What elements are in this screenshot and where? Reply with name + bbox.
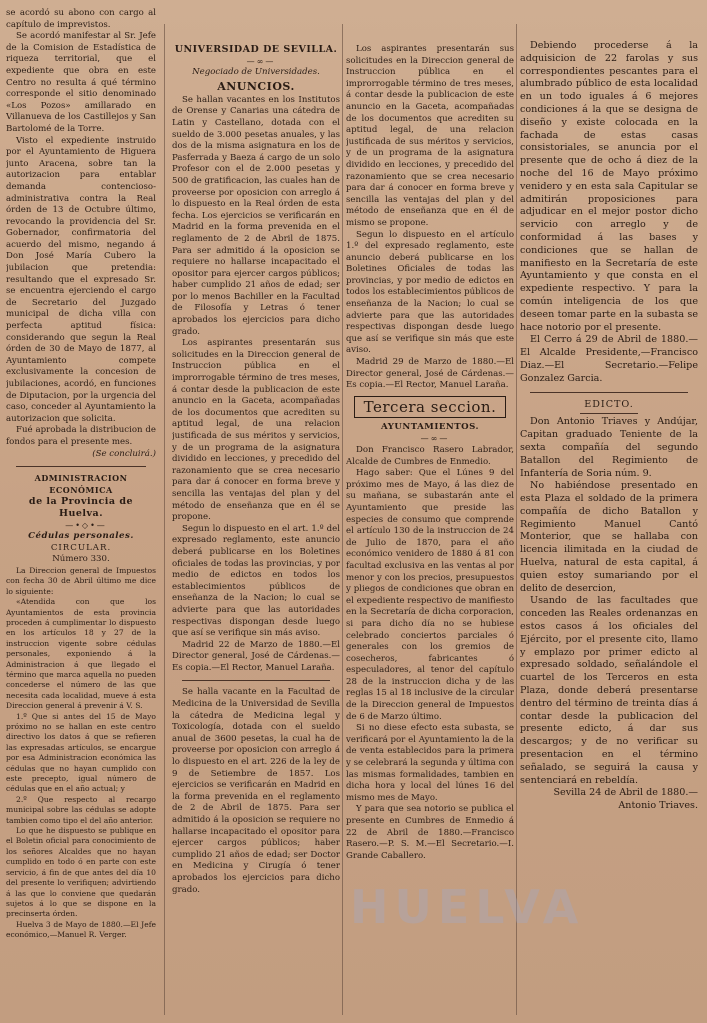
paragraph: Si no diese efecto esta subasta, se verificará por el Ayuntamiento la de la de venta establecidos para la primera y se celebrará la segunda y última con las mismas formalidades, tambien en dicha hora y local del lúnes 16 del mismo mes de Mayo. (346, 723, 514, 803)
paragraph: se acordó su abono con cargo al capítulo de imprevistos. (6, 8, 156, 30)
number-label: Número 330. (52, 554, 110, 565)
paragraph: «Atendida con que los Ayuntamientos de esta provincia proceden á cumplimentar lo dispuesto en los artículos 18 y 27 de la instruccion vigente sobre cédulas personales, exponiendo á la Administracion á que llegado el término que marca aquella no pueden concederse el número de las que necesita cada localidad, mueve á esta Direccion general á prevenir á V. S. (6, 597, 156, 711)
paragraph: Los aspirantes presentarán sus solicitudes en la Direccion general de Instruccion pública en el improrrogable término de tres meses, á contar desde la publicacion de este anuncio en la Gaceta, acompañadas de los documentos que acrediten su aptitud legal, de una relacion justificada de sus méritos y servicios, y de un programa de la asignatura dividido en lecciones, y precedido del razonamiento que se crea necesario para dar á conocer en forma breve y sencilla las ventajas del plan y del método de enseñanza que en él se propone. (172, 338, 340, 523)
divider (530, 392, 688, 393)
paragraph: Usando de las facultades que conceden las Reales ordenanzas en estos casos á los oficiales del Ejército, por el presente cito, llamo y emplazo por primer edicto al expresado soldado, señalándole el cuartel de los Terceros en esta Plaza, donde deberá presentarse dentro del término de treinta días á contar desde la publicacion del presente edicto, á dar sus descargos; y de no verificar su presentacion en el término señalado, se seguirá la causa y sentenciará en rebeldía. (520, 595, 698, 786)
divider (16, 466, 146, 467)
paragraph: Don Francisco Rasero Labrador, Alcalde de Cumbres de Enmedio. (346, 445, 514, 467)
paragraph: Segun lo dispuesto en el art. 1.º del expresado reglamento, este anuncio deberá publicarse en los Boletines oficiales de todas las provincias, y por medio de edictos en todos los establecimientos públicos de enseñanza de la Nacion; lo cual se advierte para que las autoridades respectivas dispongan desde luego que así se verifique sin más aviso. (172, 523, 340, 639)
paragraph: 1.º Que si antes del 15 de Mayo próximo no se hallan en este centro directivo los datos á que se refieren las expresadas artículos, se encargue por esa Administracion económica las cédulas que no hayan cumplido con este precepto, igual número de cédulas que en el año actual; y (6, 711, 156, 794)
ornament: —∞— (246, 56, 276, 66)
section-subtitle: de la Provincia de Huelva. (28, 496, 134, 519)
column-rule (164, 24, 165, 1015)
column-4 (520, 40, 698, 1013)
section-title: UNIVERSIDAD DE SEVILLA. (174, 44, 338, 55)
paragraph: Visto el expediente instruido por el Ayuntamiento de Higuera junto Aracena, sobre tan la autorizacion para entablar demanda contencioso-administrativa contra la Real órden de 13 de Octubre último, revocando la providencia del Sr. Gobernador, confirmatoria del acuerdo del mismo, negando á Don José María Cubero la jubilacion que pretendia: resultando que el expresado Sr. se encuentra ejerciendo el cargo de Secretario del Juzgado municipal de dicha villa con perfecta aptitud física: considerando que segun la Real órden de 30 de Mayo de 1877, al Ayuntamiento compete exclusivamente la concesion de jubilaciones, acordó, en funciones de Diputacion, por la urgencia del caso, conceder al Ayuntamiento la autorizacion que solicita. (6, 135, 156, 424)
signature-line: Sevilla 24 de Abril de 1880.—Antonio Triaves. (553, 787, 698, 812)
subsection-title: Cédulas personales. (28, 531, 134, 542)
continuation-note: (Se concluirá.) (92, 448, 156, 459)
paragraph: No habiéndose presentado en esta Plaza el soldado de la primera compañía de dicho Batallon y Regimiento Manuel Cantó Monterior, que se hallaba con licencia ilimitada en la ciudad de Huelva, natural de esta capital, á quien estoy sumariando por el delito de desercion, (520, 480, 698, 594)
paragraph: Se halla vacante en la Facultad de Medicina de la Universidad de Sevilla la cátedra de Medicina legal y Toxicología, dotada con el sueldo anual de 3600 pesetas, la cual ha de proveerse por oposicion con arreglo á lo dispuesto en el art. 226 de la ley de 9 de Setiembre de 1857. Los ejercicios se verificarán en Madrid en la forma prevenida en el reglamento de 2 de Abril de 1875. Para ser admitido á la oposicion se requiere no hallarse incapacitado el opositor para ejercer cargos públicos; haber cumplido 21 años de edad; ser Doctor en Medicina y Cirugía ó tener aprobados los ejercicios para dicho grado. (172, 687, 340, 895)
paragraph: Y para que sea notorio se publica el presente en Cumbres de Enmedio á 22 de Abril de 1880.—Francisco Rasero.—P. S. M.—El Secretario.—I. Grande Caballero. (346, 804, 514, 861)
column-3 (346, 44, 514, 1013)
signature-line: Madrid 22 de Marzo de 1880.—El Director general, José de Cárdenas.—Es copia.—El Rector, Manuel Laraña. (172, 639, 340, 673)
paragraph: Hago saber: Que el Lúnes 9 del próximo mes de Mayo, á las diez de su mañana, se subastarán ante el Ayuntamiento que preside las especies de consumo que comprende el artículo 130 de la instruccion de 24 de Julio de 1870, para el año económico venidero de 1880 á 81 con facultad exclusiva en las ventas al por menor y con los precios, presupuestos y pliegos de condiciones que obran en el expediente respectivo de manifiesto en la Secretaría de dicha corporacion, si para dicho día no se hubiese celebrado conciertos parciales ó generales con los gremios de cosecheros, fabricantes ó especuladores, al tenor del capítulo 28 de la instruccion dicha y de las reglas 15 al 18 inclusive de la circular de la Direccion general de Impuestos de 6 de Marzo último. (346, 468, 514, 722)
divider (182, 680, 330, 681)
circular-label: CIRCULAR. (50, 542, 112, 553)
column-2 (172, 44, 340, 1013)
column-1 (6, 8, 156, 1013)
section-title: AYUNTAMIENTOS. (380, 421, 480, 432)
edicto-heading: EDICTO. (584, 398, 634, 410)
paragraph: Lo que he dispuesto se publique en el Boletin oficial para conocimiento de los señores Alcaldes que no hayan cumplido en todo ó en parte con este servicio, á fin de que antes del día 10 del presente lo verifiquen; advirtiendo á las que lo conviene que quedarán sujetos á lo que se dispone en la precinserta órden. (6, 826, 156, 919)
section-title: ADMINISTRACION ECONÓMICA (34, 473, 128, 495)
divider (580, 413, 638, 414)
paragraph: Fué aprobada la distribucion de fondos para el presente mes. (6, 425, 156, 447)
section-banner: Tercera seccion. (354, 396, 506, 418)
paragraph: 2.º Que respecto al recargo municipal sobre las cédulas se adopte tambien como tipo el del año anterior. (6, 794, 156, 825)
signature-line: Madrid 29 de Marzo de 1880.—El Director general, José de Cárdenas.—Es copia.—El Rector, Manuel Laraña. (346, 357, 514, 391)
paragraph: Se hallan vacantes en los Institutos de Orense y Canarias una cátedra de Latin y Castellano, dotada con el sueldo de 3.000 pesetas anuales, y las dos de la misma asignatura en los de Pasferrada y Baeza á cargo de un solo Profesor con el de 2.000 pesetas y 500 de gratificacion, las cuales han de proveerse por oposicion con arreglo á lo dispuesto en la Real órden de esta fecha. Los ejercicios se verificarán en Madrid en la forma prevenida en el reglamento de 2 de Abril de 1875. Para ser admitido á la oposicion se requiere no hallarse incapacitado el opositor para ejercer cargos públicos; haber cumplido 21 años de edad; ser por lo menos Bachiller en la Facultad de Filosofía y Letras ó tener aprobados los ejercicios para dicho grado. (172, 94, 340, 337)
signature-line: Huelva 3 de Mayo de 1880.—El Jefe económico,—Manuel R. Verger. (6, 919, 156, 940)
anuncios-heading: ANUNCIOS. (217, 79, 295, 93)
ornament: —∞— (420, 434, 450, 444)
paragraph: Los aspirantes presentarán sus solicitudes en la Direccion general de Instruccion pública en el improrrogable término de tres meses, á contar desde la publicacion de este anuncio en la Gaceta, acompañadas de los documentos que acrediten su aptitud legal, de una relacion justificada de sus méritos y servicios, y de un programa de la asignatura dividido en lecciones, y precedido del razonamiento que se crea necesario para dar á conocer en forma breve y sencilla las ventajas del plan y del método de enseñanza que en él de mismo se propone. (346, 44, 514, 228)
library-watermark: HUELVA (350, 880, 585, 934)
subsection-title: Negociado de Universidades. (192, 67, 320, 78)
paragraph: Se acordó manifestar al Sr. Jefe de la Comision de Estadística de riqueza territorial, que el expediente que obra en este Centro no resulta á qué término corresponde el sitio denominado «Los Pozos» amillarado en Villanueva de los Castillejos y San Bartolomé de la Torre. (6, 31, 156, 134)
column-rule (516, 24, 517, 1015)
ornament: —•◇•— (65, 520, 107, 530)
paragraph: Segun lo dispuesto en el artículo 1.º del expresado reglamento, este anuncio deberá publicarse en los Boletines Oficiales de todas las provincias, y por medio de edictos en todos los establecimientos públicos de enseñanza de la Nacion; lo cual se advierte para que las autoridades respectivas dispongan desde luego que así se verifique sin más que este aviso. (346, 229, 514, 356)
paragraph: Don Antonio Triaves y Andújar, Capitan graduado Teniente de la sexta compañía del segundo Batallon del Regimiento de Infantería de Soria núm. 9. (520, 416, 698, 479)
paragraph: La Direccion general de Impuestos con fecha 30 de Abril último me dice lo siguiente: (6, 565, 156, 596)
paragraph: Debiendo procederse á la adquisicion de 22 farolas y sus correspondientes pescantes para el alumbrado público de esta localidad en un todo iguales á 6 mejores condiciones á la que se designa de diseño y existe colocada en la fachada de estas casas consistoriales, se anuncia por el presente que de ocho á diez de la noche del 16 de Mayo próximo venidero y en esta sala Capitular se admitirán proposiciones para adjudicar en el mejor postor dicho servicio con arreglo y de conformidad á las bases y condiciones que se hallan de manifiesto en la Secretaría de este Ayuntamiento y que consta en el expediente respectivo. Y para la común inteligencia de los que deseen tomar parte en la subasta se hace notorio por el presente. (520, 40, 698, 333)
column-rule (342, 24, 343, 1015)
signature-line: El Cerro á 29 de Abril de 1880.—El Alcalde Presidente,—Francisco Diaz.—El Secretario.—Felipe Gonzalez Garcia. (520, 334, 698, 384)
